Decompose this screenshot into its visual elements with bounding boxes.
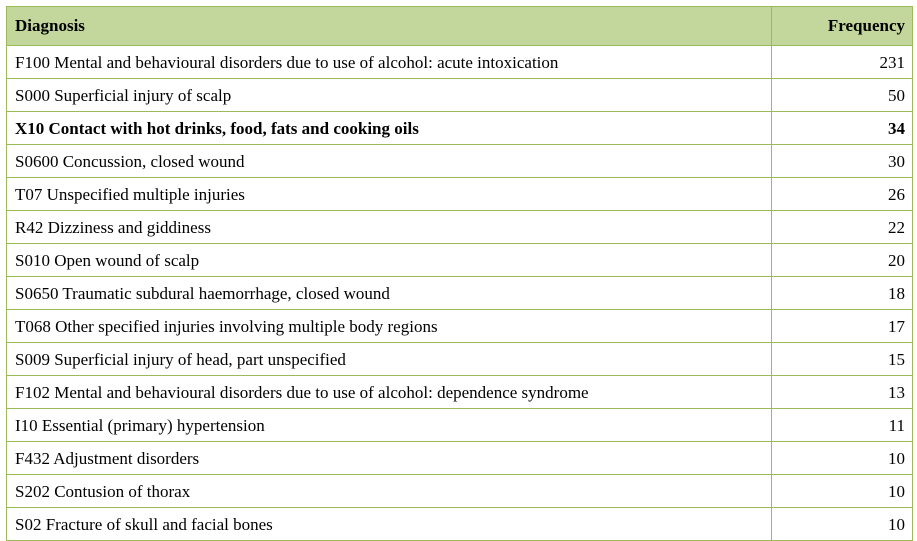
table-row [7, 46, 913, 79]
table-row [7, 112, 913, 145]
frequency-cell: 34 [772, 112, 913, 145]
frequency-column-header: Frequency [772, 7, 913, 46]
diagnosis-cell: T068 Other specified injuries involving multiple body regions [7, 310, 772, 343]
table-row [7, 409, 913, 442]
frequency-cell: 18 [772, 277, 913, 310]
frequency-cell: 10 [772, 442, 913, 475]
frequency-cell: 15 [772, 343, 913, 376]
diagnosis-cell: F102 Mental and behavioural disorders due to use of alcohol: dependence syndrome [7, 376, 772, 409]
table-row [7, 475, 913, 508]
diagnosis-cell: S0600 Concussion, closed wound [7, 145, 772, 178]
diagnosis-cell: R42 Dizziness and giddiness [7, 211, 772, 244]
frequency-cell: 10 [772, 508, 913, 541]
table-header [7, 7, 913, 46]
table-row [7, 145, 913, 178]
diagnosis-cell: S0650 Traumatic subdural haemorrhage, closed wound [7, 277, 772, 310]
table-row [7, 211, 913, 244]
frequency-cell: 20 [772, 244, 913, 277]
diagnosis-frequency-table [6, 6, 913, 541]
table-row [7, 277, 913, 310]
header-row [7, 7, 913, 46]
table-row [7, 79, 913, 112]
diagnosis-cell: T07 Unspecified multiple injuries [7, 178, 772, 211]
frequency-cell: 50 [772, 79, 913, 112]
table-row [7, 442, 913, 475]
table-body [7, 46, 913, 541]
table-row [7, 343, 913, 376]
diagnosis-column-header: Diagnosis [7, 7, 772, 46]
table-row [7, 376, 913, 409]
diagnosis-cell: I10 Essential (primary) hypertension [7, 409, 772, 442]
frequency-cell: 231 [772, 46, 913, 79]
frequency-cell: 17 [772, 310, 913, 343]
table-row [7, 178, 913, 211]
frequency-cell: 22 [772, 211, 913, 244]
table-row [7, 310, 913, 343]
diagnosis-cell: S202 Contusion of thorax [7, 475, 772, 508]
frequency-cell: 30 [772, 145, 913, 178]
diagnosis-cell: S000 Superficial injury of scalp [7, 79, 772, 112]
diagnosis-cell: S009 Superficial injury of head, part unspecified [7, 343, 772, 376]
diagnosis-cell: S02 Fracture of skull and facial bones [7, 508, 772, 541]
diagnosis-cell: F100 Mental and behavioural disorders due to use of alcohol: acute intoxication [7, 46, 772, 79]
frequency-cell: 10 [772, 475, 913, 508]
table-row [7, 244, 913, 277]
diagnosis-cell: F432 Adjustment disorders [7, 442, 772, 475]
frequency-cell: 11 [772, 409, 913, 442]
diagnosis-cell: X10 Contact with hot drinks, food, fats and cooking oils [7, 112, 772, 145]
frequency-cell: 13 [772, 376, 913, 409]
frequency-cell: 26 [772, 178, 913, 211]
table-row [7, 508, 913, 541]
diagnosis-cell: S010 Open wound of scalp [7, 244, 772, 277]
